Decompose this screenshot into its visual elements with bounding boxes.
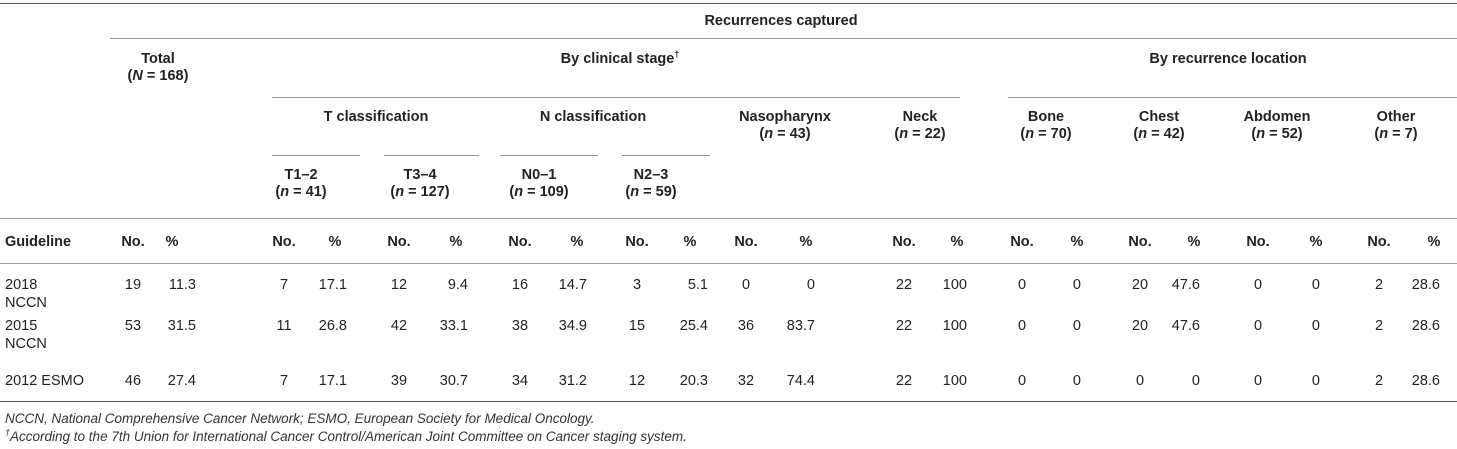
total-label: Total	[141, 51, 175, 67]
col-pct-header: %	[683, 234, 697, 250]
n01-rule	[500, 155, 598, 156]
cell-no: 3	[632, 277, 642, 293]
cell-pct: 27.4	[167, 373, 196, 389]
cell-pct: 25.4	[679, 318, 708, 334]
col-no-header: No.	[734, 234, 758, 250]
cell-pct: 83.7	[786, 318, 815, 334]
guideline-name: 2018	[5, 277, 38, 293]
guideline-name: 2015	[5, 318, 38, 334]
cell-pct: 31.5	[167, 318, 196, 334]
cell-pct: 0	[1072, 373, 1081, 389]
bone-header: Bone (n = 70)	[1020, 109, 1072, 142]
dagger-mark: †	[674, 49, 680, 60]
header-bottom-rule	[0, 218, 1457, 219]
chest-header: Chest (n = 42)	[1133, 109, 1185, 142]
cell-no: 20	[1131, 277, 1149, 293]
t12-header: T1–2 (n = 41)	[275, 167, 327, 200]
col-pct-header: %	[449, 234, 463, 250]
nasopharynx-header: Nasopharynx (n = 43)	[739, 109, 831, 142]
cell-pct: 0	[1311, 318, 1320, 334]
cell-no: 38	[511, 318, 529, 334]
col-no-header: No.	[272, 234, 296, 250]
cell-no: 46	[124, 373, 142, 389]
total-n: (N = 168)	[127, 68, 189, 84]
cell-pct: 17.1	[318, 373, 347, 389]
cell-no: 11	[276, 318, 292, 334]
col-pct-header: %	[1309, 234, 1323, 250]
col-no-header: No.	[1128, 234, 1152, 250]
t34-rule	[384, 155, 479, 156]
stage-rule	[272, 97, 960, 98]
cell-no: 0	[1017, 373, 1027, 389]
cell-pct: 47.6	[1171, 318, 1200, 334]
cell-no: 22	[895, 318, 913, 334]
abdomen-header: Abdomen (n = 52)	[1243, 109, 1311, 142]
guideline-name-cont: NCCN	[5, 295, 47, 311]
n-classification-header: N classification	[539, 109, 647, 125]
cell-pct: 0	[1072, 318, 1081, 334]
cell-no: 7	[279, 277, 289, 293]
cell-pct: 14.7	[558, 277, 587, 293]
subheader-rule	[0, 263, 1457, 264]
cell-no: 32	[737, 373, 755, 389]
cell-pct: 28.6	[1411, 318, 1440, 334]
col-no-header: No.	[625, 234, 649, 250]
guideline-header: Guideline	[5, 234, 72, 250]
spanner-header: Recurrences captured	[704, 13, 858, 29]
t34-header: T3–4 (n = 127)	[390, 167, 450, 200]
footnote-abbreviations: NCCN, National Comprehensive Cancer Network; ESMO, European Society for Medical Oncology.	[5, 411, 595, 426]
cell-pct: 26.8	[318, 318, 347, 334]
cell-no: 42	[390, 318, 408, 334]
cell-pct: 28.6	[1411, 277, 1440, 293]
col-pct-header: %	[328, 234, 342, 250]
cell-no: 15	[628, 318, 646, 334]
cell-pct: 33.1	[439, 318, 468, 334]
by-stage-header: By clinical stage†	[560, 49, 680, 67]
location-rule	[1008, 97, 1457, 98]
cell-pct: 34.9	[558, 318, 587, 334]
cell-no: 53	[124, 318, 142, 334]
cell-no: 0	[741, 277, 751, 293]
cell-no: 2	[1374, 318, 1384, 334]
cell-pct: 47.6	[1171, 277, 1200, 293]
col-pct-header: %	[1070, 234, 1084, 250]
cell-pct: 100	[942, 277, 967, 293]
cell-no: 19	[124, 277, 142, 293]
col-pct-header: %	[950, 234, 964, 250]
cell-no: 0	[1253, 277, 1263, 293]
cell-pct: 100	[942, 318, 967, 334]
cell-pct: 0	[1191, 373, 1200, 389]
col-no-header: No.	[121, 234, 145, 250]
col-no-header: No.	[1367, 234, 1391, 250]
cell-pct: 100	[942, 373, 967, 389]
col-pct-header: %	[1187, 234, 1201, 250]
cell-pct: 20.3	[679, 373, 708, 389]
col-pct-header: %	[799, 234, 813, 250]
cell-no: 2	[1374, 373, 1384, 389]
cell-no: 39	[390, 373, 408, 389]
cell-no: 34	[511, 373, 529, 389]
col-no-header: No.	[892, 234, 916, 250]
guideline-name: 2012 ESMO	[5, 373, 84, 389]
neck-header: Neck (n = 22)	[894, 109, 946, 142]
cell-no: 16	[511, 277, 529, 293]
cell-no: 12	[390, 277, 408, 293]
cell-no: 22	[895, 277, 913, 293]
cell-pct: 0	[806, 277, 815, 293]
col-no-header: No.	[387, 234, 411, 250]
spanner-rule	[110, 38, 1457, 39]
cell-no: 20	[1131, 318, 1149, 334]
table-bottom-rule	[0, 401, 1457, 402]
n01-header: N0–1 (n = 109)	[509, 167, 569, 200]
by-location-header: By recurrence location	[1149, 51, 1307, 67]
col-pct-header: %	[1427, 234, 1441, 250]
cell-pct: 0	[1311, 277, 1320, 293]
n23-rule	[622, 155, 710, 156]
cell-pct: 30.7	[439, 373, 468, 389]
cell-no: 0	[1253, 318, 1263, 334]
col-no-header: No.	[1246, 234, 1270, 250]
cell-pct: 74.4	[786, 373, 815, 389]
col-no-header: No.	[1010, 234, 1034, 250]
cell-no: 0	[1017, 277, 1027, 293]
cell-no: 2	[1374, 277, 1384, 293]
cell-no: 7	[279, 373, 289, 389]
footnote-dagger: †According to the 7th Union for International Cancer Control/American Joint Committee on Cancer staging system.	[5, 427, 687, 444]
cell-no: 0	[1135, 373, 1145, 389]
cell-pct: 11.3	[168, 277, 196, 293]
guideline-name-cont: NCCN	[5, 336, 47, 352]
cell-pct: 0	[1311, 373, 1320, 389]
cell-no: 0	[1017, 318, 1027, 334]
cell-no: 36	[737, 318, 755, 334]
total-header	[128, 51, 189, 85]
cell-pct: 31.2	[558, 373, 587, 389]
cell-pct: 17.1	[318, 277, 347, 293]
cell-pct: 9.4	[447, 277, 468, 293]
col-pct-header: %	[165, 234, 179, 250]
col-no-header: No.	[508, 234, 532, 250]
t-classification-header: T classification	[323, 109, 429, 125]
cell-no: 0	[1253, 373, 1263, 389]
table-top-rule	[0, 3, 1457, 4]
n23-header: N2–3 (n = 59)	[625, 167, 677, 200]
cell-pct: 0	[1072, 277, 1081, 293]
cell-pct: 5.1	[687, 277, 708, 293]
other-header: Other (n = 7)	[1374, 109, 1418, 142]
t12-rule	[272, 155, 360, 156]
cell-pct: 28.6	[1411, 373, 1440, 389]
cell-no: 22	[895, 373, 913, 389]
cell-no: 12	[628, 373, 646, 389]
col-pct-header: %	[570, 234, 584, 250]
